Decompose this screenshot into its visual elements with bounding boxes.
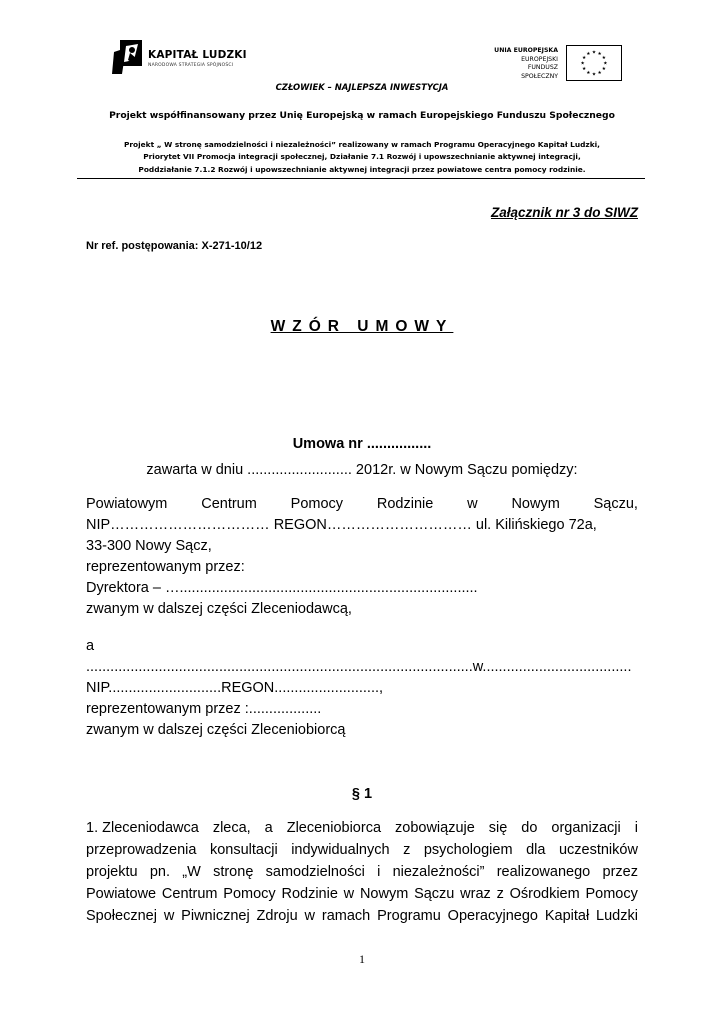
section-heading: § 1 — [351, 786, 373, 802]
svg-text:★: ★ — [597, 51, 602, 57]
conjunction: a — [86, 638, 95, 654]
word: przeprowadzenia — [86, 842, 197, 858]
word: stronę — [213, 864, 254, 880]
eu-logo — [492, 45, 622, 83]
word: Piwnicznej — [181, 908, 250, 924]
svg-text:★: ★ — [581, 55, 587, 61]
word: Zleceniobiorca — [286, 820, 382, 836]
eu-logo-line1: UNIA EUROPEJSKA — [494, 47, 558, 54]
header-divider — [77, 178, 645, 179]
svg-text:★: ★ — [601, 55, 607, 61]
word: Operacyjnego — [447, 908, 538, 924]
party1-represented: reprezentowanym przez: — [86, 559, 245, 575]
party2-represented: reprezentowanym przez :.................. — [86, 701, 322, 717]
word: Centrum — [201, 496, 257, 512]
word: przez — [602, 864, 638, 880]
word: 1. Zleceniodawca — [86, 820, 199, 836]
kapital-ludzki-mark-icon — [112, 40, 144, 76]
party1-line1 — [86, 496, 638, 512]
svg-text:★: ★ — [581, 67, 587, 73]
attachment-label: Załącznik nr 3 do SIWZ — [490, 205, 638, 220]
word: Ludzki — [596, 908, 638, 924]
word: pn. — [149, 864, 171, 880]
paragraph-line — [86, 886, 638, 902]
kapital-ludzki-name: KAPITAŁ LUDZKI — [148, 49, 247, 61]
svg-text:★: ★ — [601, 67, 607, 73]
word: niezależności” — [392, 864, 485, 880]
cofinancing-note: Projekt współfinansowany przez Unię Europejską w ramach Europejskiego Funduszu Społecznego — [109, 110, 615, 121]
word: zobowiązuje — [395, 820, 475, 836]
svg-text:★: ★ — [591, 50, 597, 56]
reference-number: Nr ref. postępowania: X-271-10/12 — [86, 240, 263, 252]
svg-text:★: ★ — [603, 61, 608, 67]
project-line: Projekt „ W stronę samodzielności i niezależności” realizowany w ramach Programu Operacyjnego Kapitał Ludzki, — [123, 140, 600, 149]
page-number: 1 — [359, 952, 365, 966]
word: projektu — [86, 864, 138, 880]
word: Rodzinie — [376, 496, 434, 512]
svg-text:★: ★ — [591, 72, 597, 78]
party1-director: Dyrektora – ….......................................................................... — [86, 580, 478, 596]
word: konsultacji — [209, 842, 278, 858]
word: i — [634, 820, 638, 836]
word: Kapitał — [544, 908, 590, 924]
paragraph-line — [86, 908, 638, 924]
word: Nowym — [359, 886, 409, 902]
word: Rodzinie — [281, 886, 338, 902]
word: z — [496, 886, 504, 902]
word: psychologiem — [423, 842, 513, 858]
kapital-ludzki-tagline: NARODOWA STRATEGIA SPÓJNOŚCI — [148, 63, 234, 68]
project-line: Poddziałanie 7.1.2 Rozwój i upowszechnianie aktywnej integracji przez powiatowe centra pomocy rodzinie. — [138, 164, 586, 174]
eu-logo-text — [492, 47, 558, 81]
eu-logo-line3: FUNDUSZ SPOŁECZNY — [521, 64, 558, 80]
paragraph-line — [86, 864, 638, 880]
word: Pomocy — [585, 886, 638, 902]
svg-text:★: ★ — [586, 51, 591, 57]
eu-logo-line2: EUROPEJSKI — [521, 55, 558, 63]
party2-name: ................................................................................................w..................................... — [86, 659, 632, 675]
word: samodzielności — [265, 864, 365, 880]
word: do — [521, 820, 538, 836]
word: a — [264, 820, 273, 836]
word: organizacji — [551, 820, 621, 836]
svg-text:★: ★ — [597, 70, 602, 76]
word: Społecznej — [86, 908, 157, 924]
kapital-ludzki-logo — [112, 40, 252, 80]
word: Ośrodkiem — [509, 886, 580, 902]
word: uczestników — [558, 842, 638, 858]
word: dla — [526, 842, 546, 858]
contract-concluded: zawarta w dniu .......................... 2012r. w Nowym Sączu pomiędzy: — [146, 462, 578, 478]
word: Zdroju — [256, 908, 298, 924]
project-line: Priorytet VII Promocja integracji społecznej, Działanie 7.1 Rozwój i upowszechnianie aktywnej integracji, — [143, 152, 581, 162]
word: Sączu — [414, 886, 455, 902]
word: i — [377, 864, 381, 880]
word: Pomocy — [223, 886, 276, 902]
word: indywidualnych — [291, 842, 390, 858]
svg-text:★: ★ — [586, 70, 591, 76]
project-description — [0, 139, 724, 176]
word: Centrum — [161, 886, 218, 902]
paragraph-line — [86, 842, 638, 858]
party2-designation: zwanym w dalszej części Zleceniobiorcą — [86, 722, 346, 738]
word: w — [304, 908, 316, 924]
word: w — [163, 908, 175, 924]
word: Pomocy — [290, 496, 344, 512]
word: z — [403, 842, 411, 858]
word: zleca, — [212, 820, 251, 836]
party2-nip-regon: NIP............................REGON.........................., — [86, 680, 384, 696]
word: „W — [182, 864, 201, 880]
word: Nowym — [511, 496, 560, 512]
word: Powiatowe — [86, 886, 157, 902]
word: ramach — [321, 908, 371, 924]
word: w — [467, 496, 478, 512]
word: Sączu, — [593, 496, 638, 512]
word: się — [488, 820, 508, 836]
word: wraz — [460, 886, 491, 902]
party1-nip-regon: NIP…………………………… REGON………………………… ul. Kilińskiego 72a, — [86, 517, 597, 533]
contract-number: Umowa nr ................ — [292, 436, 432, 452]
word: Powiatowym — [86, 496, 168, 512]
word: w — [343, 886, 355, 902]
party1-designation: zwanym w dalszej części Zleceniodawcą, — [86, 601, 352, 617]
party1-address: 33-300 Nowy Sącz, — [86, 538, 212, 554]
svg-text:★: ★ — [580, 61, 585, 67]
word: Programu — [377, 908, 441, 924]
document-title: WZÓR UMOWY — [270, 318, 454, 335]
word: realizowanego — [496, 864, 591, 880]
paragraph-line — [86, 820, 638, 836]
eu-flag-icon — [566, 45, 622, 81]
slogan: CZŁOWIEK – NAJLEPSZA INWESTYCJA — [275, 82, 449, 92]
